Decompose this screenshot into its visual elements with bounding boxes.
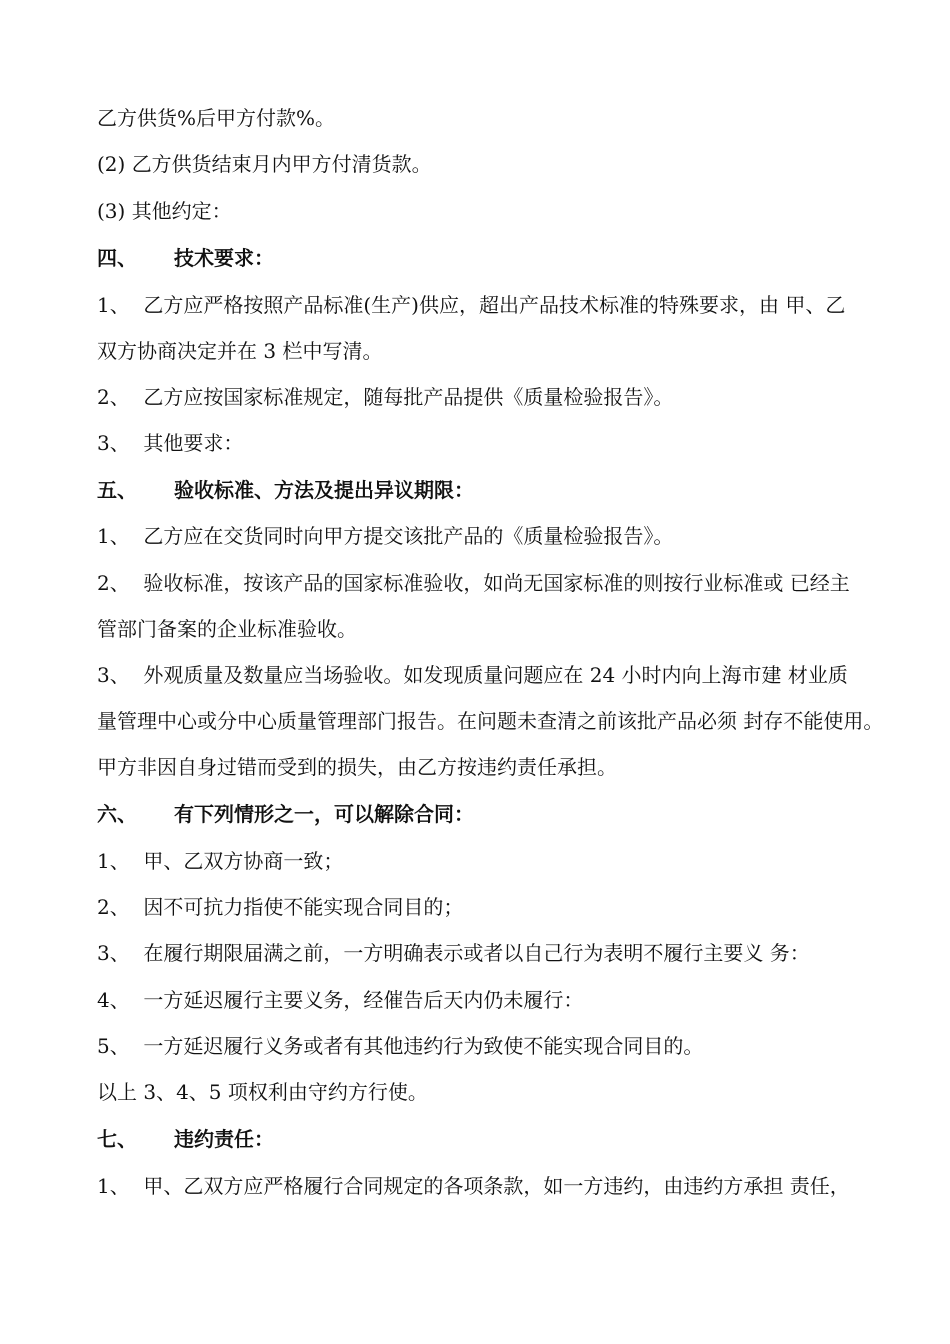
section-5-item-2-continuation xyxy=(97,616,357,642)
section-6-number: 六、 xyxy=(97,802,137,826)
section-4-item-3 xyxy=(97,430,243,456)
section-5-item-2-number: 2、 xyxy=(97,571,130,595)
section-5-item-2-cont-text: 管部门备案的企业标准验收。 xyxy=(97,617,357,641)
section-6-item-1-number: 1、 xyxy=(97,849,130,873)
section-5-item-3-text: 外观质量及数量应当场验收。如发现质量问题应在 24 小时内向上海市建 材业质 xyxy=(143,663,848,687)
section-4-item-2-number: 2、 xyxy=(97,385,130,409)
section-4-item-2-text: 乙方应按国家标准规定，随每批产品提供《质量检验报告》。 xyxy=(143,385,674,409)
section-4-item-1-text: 乙方应严格按照产品标准(生产)供应，超出产品技术标准的特殊要求，由 甲、乙 xyxy=(143,293,846,317)
section-4-item-1-cont-text: 双方协商决定并在 3 栏中写清。 xyxy=(97,339,383,363)
section-6-item-4 xyxy=(97,987,583,1013)
section-6-item-1 xyxy=(97,848,343,874)
section-4-item-2 xyxy=(97,384,673,410)
section-6-title: 有下列情形之一，可以解除合同： xyxy=(173,802,474,826)
section-5-item-3-cont2-text: 甲方非因自身过错而受到的损失，由乙方按违约责任承担。 xyxy=(97,755,617,779)
section-5-title: 验收标准、方法及提出异议期限： xyxy=(173,478,474,502)
section-5-heading xyxy=(97,477,474,503)
section-7-number: 七、 xyxy=(97,1127,137,1151)
section-6-note-text: 以上 3、4、5 项权利由守约方行使。 xyxy=(97,1080,428,1104)
section-6-note xyxy=(97,1079,428,1105)
section-7-item-1-text: 甲、乙双方应严格履行合同规定的各项条款，如一方违约，由违约方承担 责任， xyxy=(143,1174,850,1198)
section-5-item-2-text: 验收标准，按该产品的国家标准验收，如尚无国家标准的则按行业标准或 已经主 xyxy=(143,571,850,595)
section-7-item-1-number: 1、 xyxy=(97,1174,130,1198)
section-5-number: 五、 xyxy=(97,478,137,502)
section-5-item-3 xyxy=(97,662,848,688)
section-4-item-3-text: 其他要求： xyxy=(143,431,244,455)
section-4-item-1-continuation xyxy=(97,338,382,364)
section-6-item-5-number: 5、 xyxy=(97,1034,130,1058)
section-6-item-3-number: 3、 xyxy=(97,941,130,965)
section-5-item-3-continuation-2 xyxy=(97,754,617,780)
section-6-item-3-text: 在履行期限届满之前，一方明确表示或者以自己行为表明不履行主要义 务： xyxy=(143,941,810,965)
section-4-item-3-number: 3、 xyxy=(97,431,130,455)
section-6-item-4-text: 一方延迟履行主要义务，经催告后天内仍未履行： xyxy=(143,988,584,1012)
payment-terms-line xyxy=(97,105,335,131)
section-5-item-1-text: 乙方应在交货同时向甲方提交该批产品的《质量检验报告》。 xyxy=(143,524,674,548)
payment-terms-text: 乙方供货%后甲方付款%。 xyxy=(97,106,336,130)
section-5-item-1-number: 1、 xyxy=(97,524,130,548)
section-6-item-1-text: 甲、乙双方协商一致； xyxy=(143,849,344,873)
section-6-item-5 xyxy=(97,1033,703,1059)
section-4-number: 四、 xyxy=(97,246,137,270)
section-6-item-2-text: 因不可抗力指使不能实现合同目的； xyxy=(143,895,464,919)
payment-item-2 xyxy=(97,151,432,177)
section-5-item-2 xyxy=(97,570,850,596)
section-6-heading xyxy=(97,801,474,827)
section-5-item-1 xyxy=(97,523,673,549)
payment-item-3-text: (3) 其他约定： xyxy=(97,199,232,223)
section-6-item-4-number: 4、 xyxy=(97,988,130,1012)
section-7-title: 违约责任： xyxy=(173,1127,274,1151)
section-4-item-1-number: 1、 xyxy=(97,293,130,317)
section-7-heading xyxy=(97,1126,274,1152)
section-4-title: 技术要求： xyxy=(173,246,274,270)
section-6-item-2 xyxy=(97,894,463,920)
payment-item-2-text: (2) 乙方供货结束月内甲方付清货款。 xyxy=(97,152,432,176)
section-7-item-1 xyxy=(97,1173,850,1199)
payment-item-3 xyxy=(97,198,232,224)
section-5-item-3-number: 3、 xyxy=(97,663,130,687)
section-5-item-3-cont1-text: 量管理中心或分中心质量管理部门报告。在问题未查清之前该批产品必须 封存不能使用。 xyxy=(97,709,884,733)
section-5-item-3-continuation-1 xyxy=(97,708,883,734)
section-6-item-3 xyxy=(97,940,810,966)
section-4-heading xyxy=(97,245,274,271)
section-6-item-2-number: 2、 xyxy=(97,895,130,919)
section-6-item-5-text: 一方延迟履行义务或者有其他违约行为致使不能实现合同目的。 xyxy=(143,1034,704,1058)
section-4-item-1 xyxy=(97,292,845,318)
